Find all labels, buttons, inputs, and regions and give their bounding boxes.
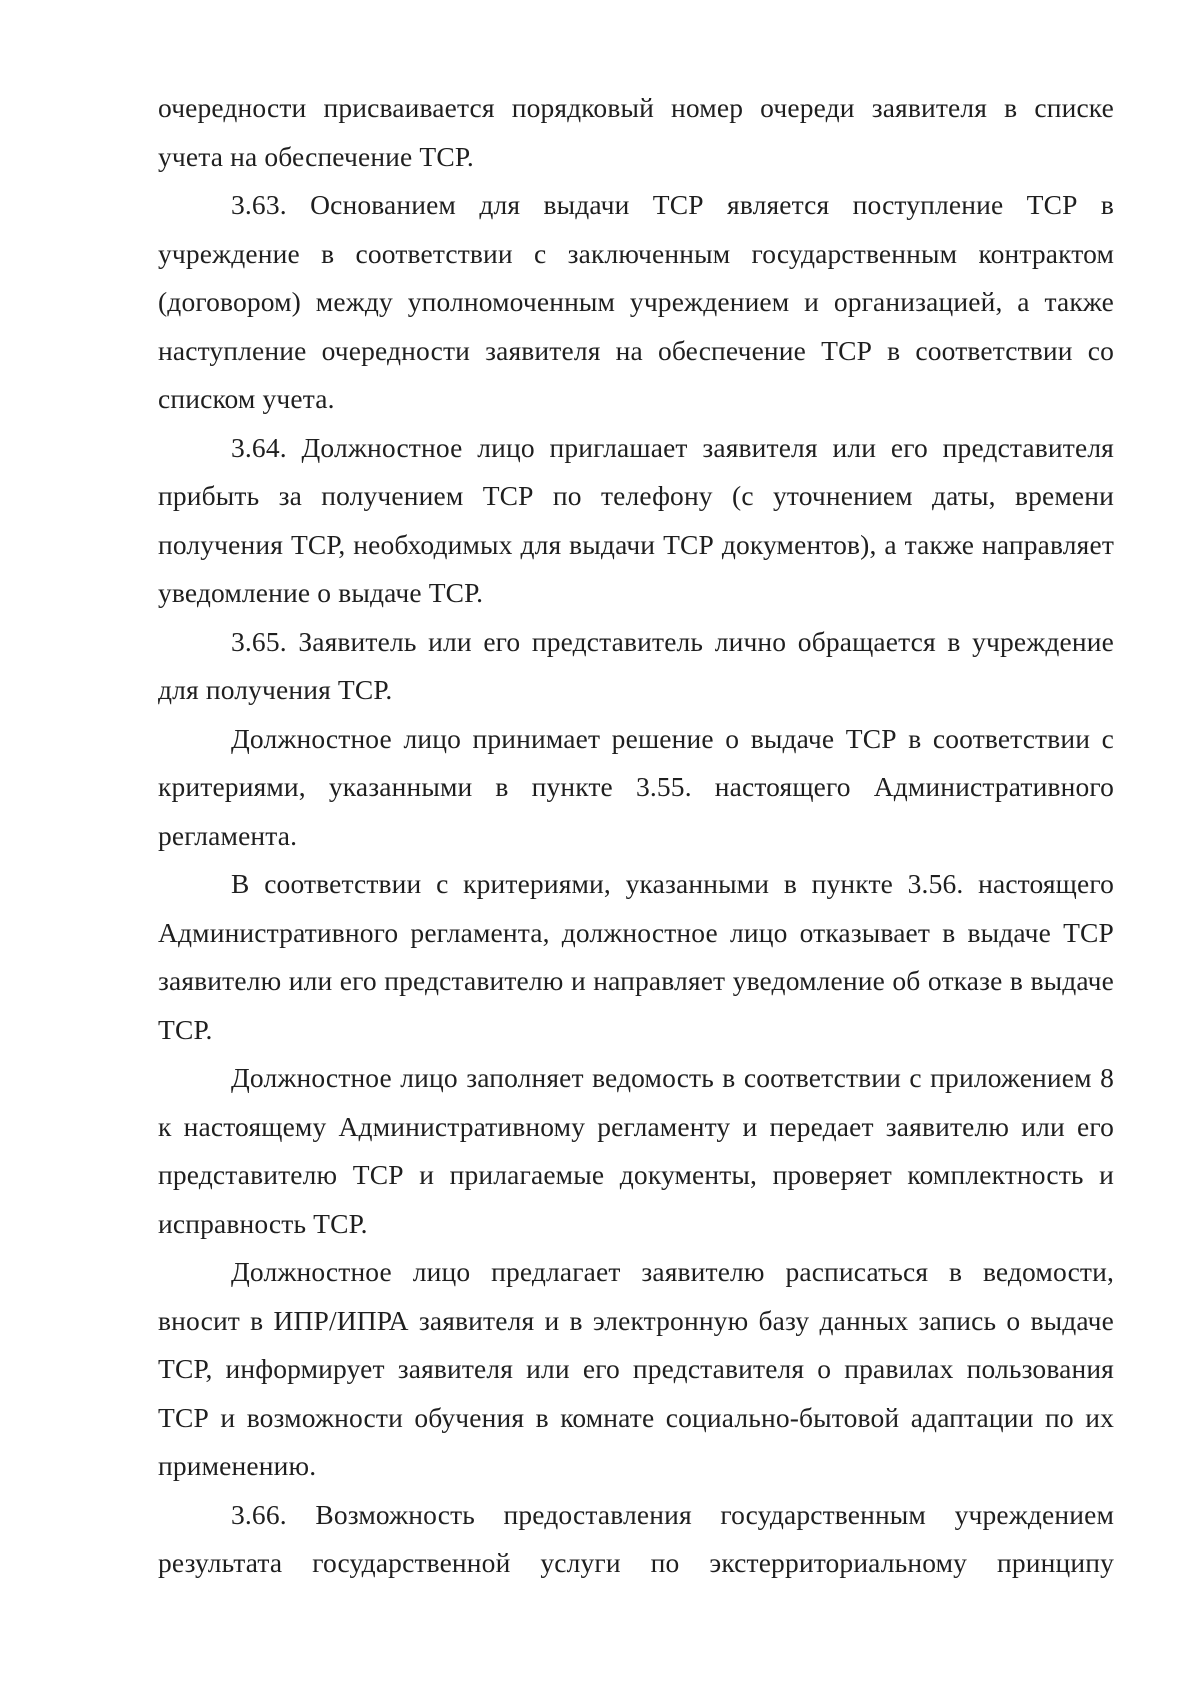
paragraph-3-66: 3.66. Возможность предоставления государственным учреждением результата государственной услуги по экстерриториальному принципу	[158, 1498, 1114, 1578]
paragraph-3-65: 3.65. Заявитель или его представитель лично обращается в учреждение для получения ТСР.	[158, 625, 1114, 705]
paragraph-continuation: очередности присваивается порядковый номер очереди заявителя в списке учета на обеспечение ТСР.	[158, 92, 1114, 172]
paragraph-3-64: 3.64. Должностное лицо приглашает заявителя или его представителя прибыть за получением ТСР по телефону (с уточнением даты, времени получения ТСР, необходимых для выдачи ТСР документов), а также направляет уведомление о выдаче ТСР.	[158, 431, 1114, 608]
paragraph-decision: Должностное лицо принимает решение о выдаче ТСР в соответствии с критериями, указанными в пункте 3.55. настоящего Административного регламента.	[158, 722, 1114, 851]
paragraph-3-63: 3.63. Основанием для выдачи ТСР является поступление ТСР в учреждение в соответствии с заключенным государственным контрактом (договором) между уполномоченным учреждением и организацией, а также наступление очередности заявителя на обеспечение ТСР в соответствии со списком учета.	[158, 189, 1114, 414]
paragraph-refusal: В соответствии с критериями, указанными в пункте 3.56. настоящего Административного регламента, должностное лицо отказывает в выдаче ТСР заявителю или его представителю и направляет уведомление об отказе в выдаче ТСР.	[158, 868, 1114, 1045]
paragraph-signature: Должностное лицо предлагает заявителю расписаться в ведомости, вносит в ИПР/ИПРА заявителя и в электронную базу данных запись о выдаче ТСР, информирует заявителя или его представителя о правилах пользования ТСР и возможности обучения в комнате социально-бытовой адаптации по их применению.	[158, 1256, 1114, 1481]
paragraph-statement: Должностное лицо заполняет ведомость в соответствии с приложением 8 к настоящему Административному регламенту и передает заявителю или его представителю ТСР и прилагаемые документы, проверяет комплектность и исправность ТСР.	[158, 1062, 1114, 1239]
document-body	[158, 84, 1114, 1588]
